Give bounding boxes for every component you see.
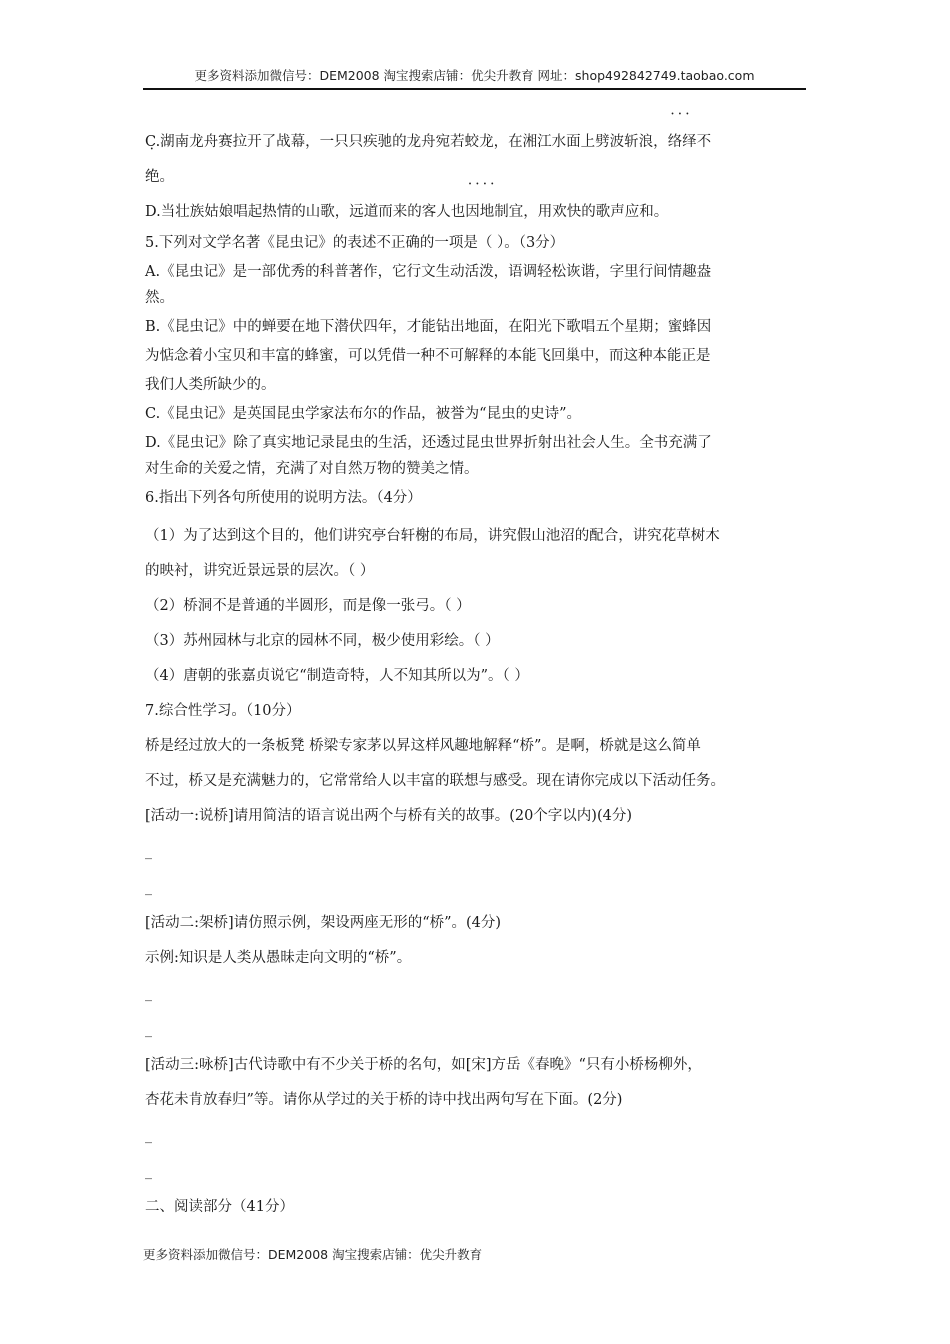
q4-option-d: D.当壮族姑娘唱起热情的山歌，远道而来的客人也• • • • 因地制宜，用欢快的歌声应和。	[145, 195, 809, 230]
answer-line[interactable]: _	[145, 880, 152, 896]
emphasis-dots: • • • 络绎不	[668, 125, 712, 160]
q4-option-c-line2: 绝。	[145, 160, 809, 195]
q7-activity-1: [活动一:说桥]请用简洁的语言说出两个与桥有关的故事。(20个字以内)(4分)	[145, 808, 633, 824]
q7-intro-line2: 不过，桥又是充满魅力的，它常常给人以丰富的联想与感受。现在请你完成以下活动任务。	[145, 773, 725, 789]
answer-line[interactable]: _	[145, 986, 152, 1002]
q5-option-d-line2: 对生命的关爱之情，充满了对自然万物的赞美之情。	[145, 461, 479, 477]
q7-intro-line1: 桥是经过放大的一条板凳 桥梁专家茅以昇这样风趣地解释“桥”。是啊，桥就是这么简单	[145, 738, 701, 754]
answer-line[interactable]: _	[145, 1022, 152, 1038]
q5-option-d-line1: D.《昆虫记》除了真实地记录昆虫的生活，还透过昆虫世界折射出社会人生。全书充满了	[145, 435, 712, 451]
q5-option-b-line2: 为惦念着小宝贝和丰富的蜂蜜，可以凭借一种不可解释的本能飞回巢中，而这种本能正是	[145, 348, 711, 364]
q7-activity-2: [活动二:架桥]请仿照示例，架设两座无形的“桥”。(4分)	[145, 915, 502, 931]
q7-activity-3-line1: [活动三:咏桥]古代诗歌中有不少关于桥的名句，如[宋]方岳《春晚》“只有小桥杨柳外，	[145, 1057, 702, 1073]
q6-sentence-3: （3）苏州园林与北京的园林不同，极少使用彩绘。（ ）	[145, 633, 500, 649]
q6-sentence-4: （4）唐朝的张嘉贞说它“制造奇特，人不知其所以为”。（ ）	[145, 668, 529, 684]
section-2-title: 二、阅读部分（41分）	[145, 1199, 294, 1215]
emphasis-dots: 绝	[145, 169, 160, 185]
q7-activity-2-example: 示例:知识是人类从愚昧走向文明的“桥”。	[145, 950, 412, 966]
q7-activity-3-line2: 杏花未肯放春归”等。请你从学过的关于桥的诗中找出两句写在下面。(2分)	[145, 1092, 623, 1108]
q6-sentence-1-line1: （1）为了达到这个目的，他们讲究亭台轩榭的布局，讲究假山池沼的配合，讲究花草树木	[145, 528, 720, 544]
q4-option-c-line1: C.湖南龙舟赛拉开了战幕，一只只疾驰的龙舟宛若蛟龙，在湘江水面上劈波斩浪，• • • 络绎不	[145, 125, 809, 160]
q5-option-a-line1: A.《昆虫记》是一部优秀的科普著作，它行文生动活泼，语调轻松诙谐，字里行间情趣盎	[145, 264, 712, 280]
q6-sentence-2: （2）桥洞不是普通的半圆形，而是像一张弓。（ ）	[145, 598, 471, 614]
q5-stem: 5.下列对文学名著《昆虫记》的表述不正确的一项是（ ）。（3分）	[145, 235, 565, 251]
page-footer: 更多资料添加微信号：DEM2008 淘宝搜索店铺：优尖升教育	[143, 1247, 483, 1262]
answer-line[interactable]: _	[145, 1128, 152, 1144]
emphasis-dots: • • • • 因地制宜	[465, 195, 523, 230]
q5-option-a-line2: 然。	[145, 290, 174, 306]
page-header: 更多资料添加微信号：DEM2008 淘宝搜索店铺：优尖升教育 网址：shop492842749.taobao.com	[143, 66, 806, 90]
document-body	[145, 125, 809, 1225]
q6-stem: 6.指出下列各句所使用的说明方法。（4分）	[145, 490, 422, 506]
answer-line[interactable]: _	[145, 844, 152, 860]
q5-option-b-line3: 我们人类所缺少的。	[145, 377, 276, 393]
q5-option-b-line1: B.《昆虫记》中的蝉要在地下潜伏四年，才能钻出地面，在阳光下歌唱五个星期；蜜蜂因	[145, 319, 712, 335]
q6-sentence-1-line2: 的映衬，讲究近景远景的层次。（ ）	[145, 563, 375, 579]
q7-stem: 7.综合性学习。（10分）	[145, 703, 301, 719]
q5-option-c: C.《昆虫记》是英国昆虫学家法布尔的作品，被誉为“昆虫的史诗”。	[145, 406, 582, 422]
answer-line[interactable]: _	[145, 1164, 152, 1180]
